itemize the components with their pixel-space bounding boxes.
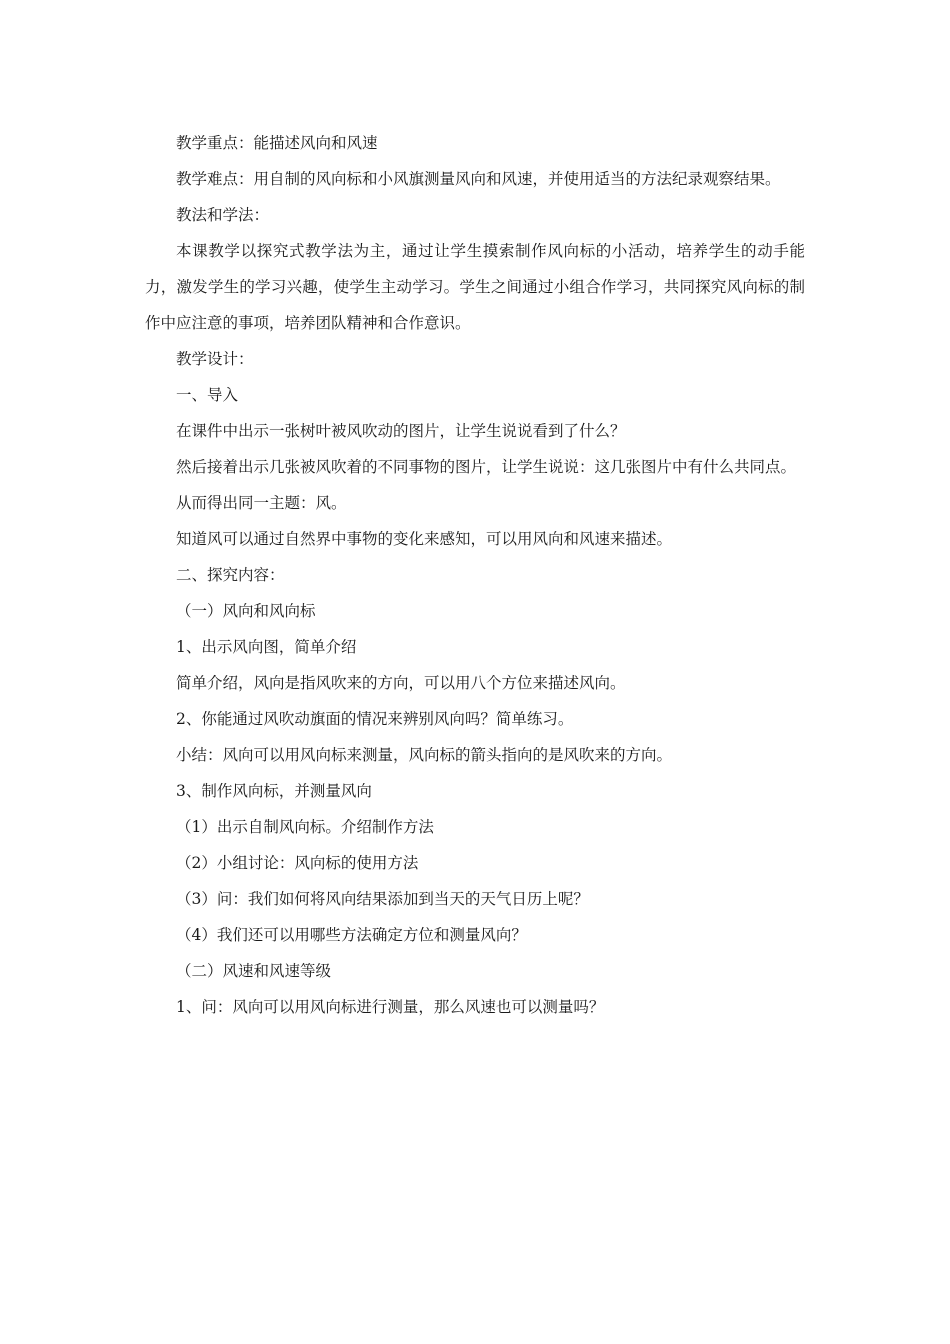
key-point-paragraph: 教学重点：能描述风向和风速 [176, 134, 378, 152]
intro-paragraph-3: 从而得出同一主题：风。 [176, 494, 347, 512]
intro-paragraph-4: 知道风可以通过自然界中事物的变化来感知，可以用风向和风速来描述。 [176, 530, 673, 548]
difficulty-paragraph: 教学难点：用自制的风向标和小风旗测量风向和风速，并使用适当的方法纪录观察结果。 [176, 170, 781, 188]
list-item: （3）问：我们如何将风向结果添加到当天的天气日历上呢？ [176, 890, 589, 908]
list-item: （4）我们还可以用哪些方法确定方位和测量风向？ [176, 926, 527, 944]
section-explore-heading: 二、探究内容： [176, 566, 285, 584]
list-item: 3、制作风向标，并测量风向 [176, 782, 372, 800]
method-paragraph: 本课教学以探究式教学法为主，通过让学生摸索制作风向标的小活动，培养学生的动手能力，激发学生的学习兴趣，使学生主动学习。学生之间通过小组合作学习，共同探究风向标的制作中应注意的事项，培养团队精神和合作意识。 [145, 242, 805, 332]
method-heading: 教法和学法： [176, 206, 270, 224]
list-item: 简单介绍，风向是指风吹来的方向，可以用八个方位来描述风向。 [176, 674, 626, 692]
intro-paragraph-2: 然后接着出示几张被风吹着的不同事物的图片，让学生说说：这几张图片中有什么共同点。 [176, 458, 797, 476]
list-item: （1）出示自制风向标。介绍制作方法 [176, 818, 434, 836]
summary-paragraph: 小结：风向可以用风向标来测量，风向标的箭头指向的是风吹来的方向。 [176, 746, 673, 764]
subsection-wind-speed-heading: （二）风速和风速等级 [176, 962, 332, 980]
list-item: 1、问：风向可以用风向标进行测量，那么风速也可以测量吗？ [176, 998, 605, 1016]
list-item: 2、你能通过风吹动旗面的情况来辨别风向吗？简单练习。 [176, 710, 574, 728]
subsection-wind-direction-heading: （一）风向和风向标 [176, 602, 316, 620]
list-item: （2）小组讨论：风向标的使用方法 [176, 854, 419, 872]
list-item: 1、出示风向图，简单介绍 [176, 638, 357, 656]
document-body [145, 125, 805, 1025]
design-heading: 教学设计： [176, 350, 254, 368]
section-intro-heading: 一、导入 [176, 386, 239, 404]
intro-paragraph-1: 在课件中出示一张树叶被风吹动的图片，让学生说说看到了什么？ [176, 422, 626, 440]
